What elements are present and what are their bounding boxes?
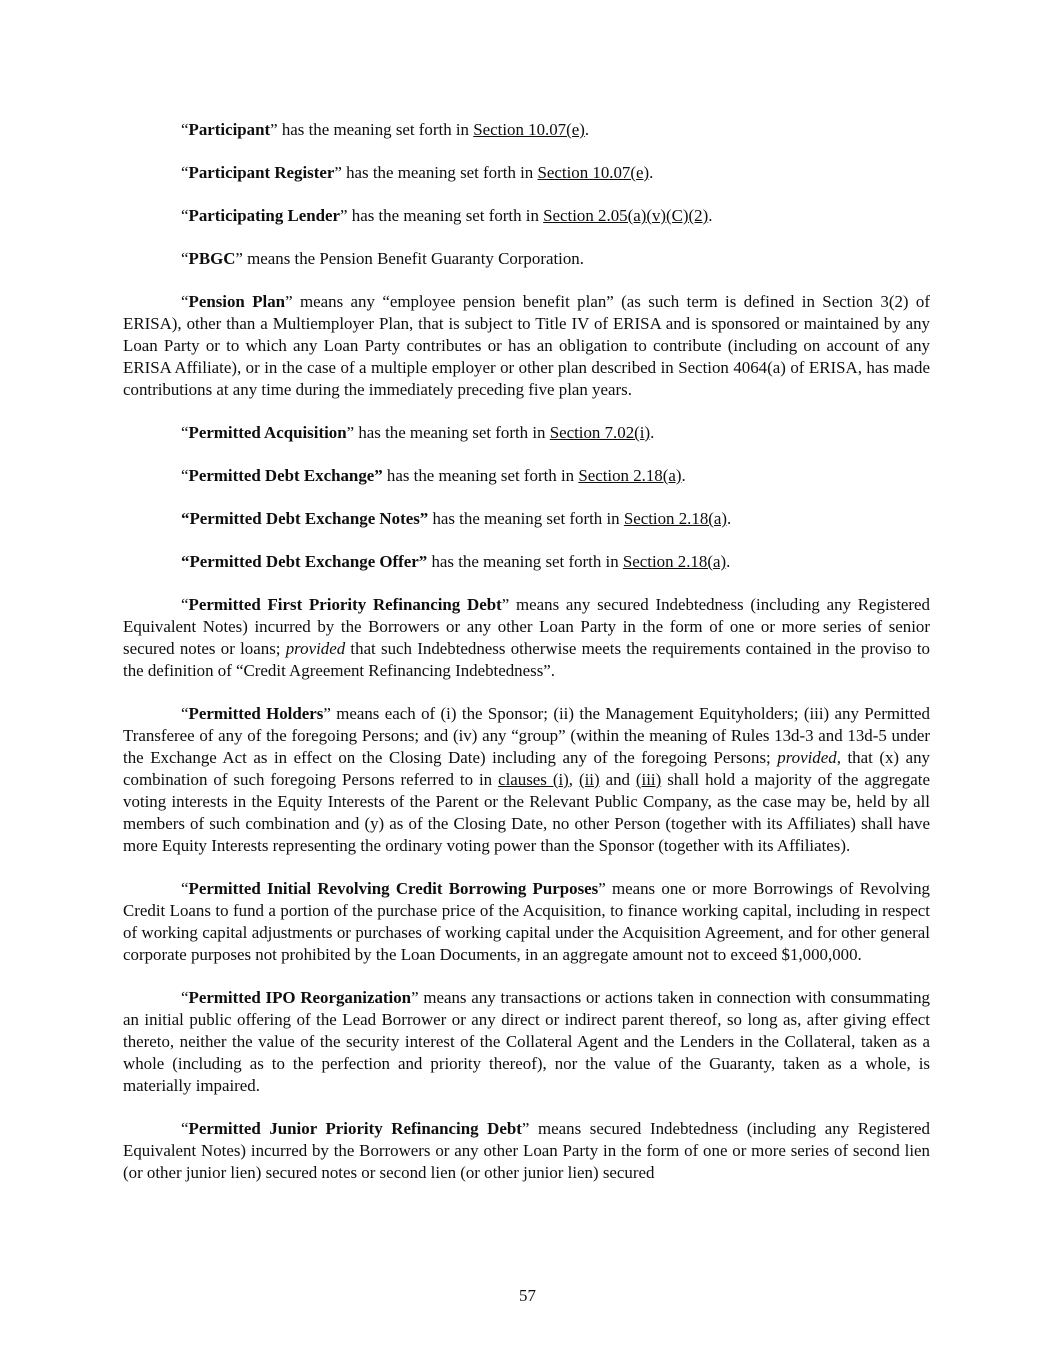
text-run: “ (181, 163, 189, 182)
text-run: . (650, 423, 655, 442)
defined-term: PBGC (188, 249, 236, 268)
paragraph (123, 551, 930, 573)
text-run: . (681, 466, 686, 485)
text-run: ” means one or more Borrowings of Revolving Credit Loans to fund a portion of the purchase price of the Acquisition, to finance working capital, including in respect of working capital adjustments or purchases of working capital under the Acquisition Agreement, and for other general corporate purposes not prohibited by the Loan Documents, in an aggregate amount not to exceed $1,000,000. (123, 879, 931, 964)
defined-term: Permitted First Priority Refinancing Debt (188, 595, 502, 614)
defined-term: Participant (188, 120, 271, 139)
paragraph (123, 1118, 930, 1184)
italic-term: provided (285, 639, 346, 658)
section-reference: Section 7.02(i) (549, 423, 651, 442)
paragraph (123, 119, 930, 141)
section-reference: (ii) (578, 770, 600, 789)
text-run: , (568, 770, 579, 789)
text-run: that such Indebtedness otherwise meets the requirements contained in the proviso to the definition of “Credit Agreement Refinancing Indebtedness”. (123, 639, 930, 680)
page-number: 57 (519, 1286, 536, 1305)
paragraph (123, 465, 930, 487)
text-run: ” means secured Indebtedness (including any Registered Equivalent Notes) incurred by the Borrowers or any other Loan Party in the form of one or more series of second lien (or other junior lien) secured notes or second lien (or other junior lien) secured (123, 1119, 930, 1182)
section-reference: clauses (i) (498, 770, 569, 789)
defined-term: Participant Register (188, 163, 335, 182)
text-run: “ (181, 249, 189, 268)
text-run: . (727, 509, 732, 528)
section-reference: (iii) (635, 770, 662, 789)
text-run: “ (181, 595, 189, 614)
paragraph (123, 422, 930, 444)
text-run: ” means the Pension Benefit Guaranty Corporation. (235, 249, 584, 268)
defined-term: “Permitted Debt Exchange Offer” (181, 552, 428, 571)
text-run: “ (181, 879, 189, 898)
text-run: shall hold a majority of the aggregate voting interests in the Equity Interests of the Parent or the Relevant Public Company, as the case may be, held by all members of such combination and (y) as of the Closing Date, no other Person (together with its Affiliates) shall have more Equity Interests representing the ordinary voting power than the Sponsor (together with its Affiliates). (123, 770, 930, 855)
text-run: . (726, 552, 731, 571)
section-reference: Section 2.05(a)(v)(C)(2) (543, 206, 709, 225)
defined-term: Permitted Junior Priority Refinancing Debt (188, 1119, 522, 1138)
text-run: . (584, 120, 590, 139)
text-run: “ (181, 1119, 189, 1138)
text-run: , that (x) any combination of such foregoing Persons referred to in (123, 748, 930, 789)
text-run: ” has the meaning set forth in (334, 163, 538, 182)
defined-term: Permitted Debt Exchange” (188, 466, 383, 485)
paragraph (123, 508, 930, 530)
text-run: “ (181, 423, 189, 442)
text-run: . (649, 163, 654, 182)
text-run: ” has the meaning set forth in (270, 120, 474, 139)
paragraph (123, 248, 930, 270)
text-run: “ (181, 206, 189, 225)
text-run: has the meaning set forth in (427, 552, 623, 571)
paragraph (123, 291, 930, 401)
section-reference: Section 10.07(e) (537, 163, 650, 182)
text-run: “ (181, 988, 189, 1007)
document-body (123, 119, 930, 1184)
text-run: ” means any secured Indebtedness (including any Registered Equivalent Notes) incurred by the Borrowers or any other Loan Party in the form of one or more series of senior secured notes or loans; (123, 595, 931, 658)
defined-term: Permitted Acquisition (188, 423, 347, 442)
section-reference: Section 10.07(e) (473, 120, 585, 139)
text-run: . (708, 206, 713, 225)
text-run: ” means each of (i) the Sponsor; (ii) the Management Equityholders; (iii) any Permitted Transferee of any of the foregoing Persons; and (iv) any “group” (within the meaning of Rules 13d-3 and 13d-5 under the Exchange Act as in effect on the Closing Date) including any of the foregoing Persons; (123, 704, 930, 767)
text-run: ” has the meaning set forth in (340, 206, 544, 225)
text-run: and (599, 770, 636, 789)
text-run: ” means any transactions or actions taken in connection with consummating an initial public offering of the Lead Borrower or any direct or indirect parent thereof, so long as, after giving effect thereto, neither the value of the security interest of the Collateral Agent and the Lenders in the Collateral, taken as a whole (including as to the perfection and priority thereof), nor the value of the Guaranty, taken as a whole, is materially impaired. (123, 988, 930, 1095)
defined-term: Participating Lender (188, 206, 341, 225)
italic-term: provided (777, 748, 837, 767)
paragraph (123, 594, 930, 682)
text-run: “ (181, 292, 189, 311)
defined-term: Permitted Initial Revolving Credit Borrowing Purposes (188, 879, 599, 898)
section-reference: Section 2.18(a) (578, 466, 682, 485)
section-reference: Section 2.18(a) (622, 552, 727, 571)
text-run: “ (181, 120, 189, 139)
section-reference: Section 2.18(a) (623, 509, 728, 528)
defined-term: Pension Plan (188, 292, 286, 311)
paragraph (123, 205, 930, 227)
paragraph (123, 162, 930, 184)
text-run: “ (181, 466, 189, 485)
text-run: has the meaning set forth in (428, 509, 624, 528)
text-run: has the meaning set forth in (382, 466, 579, 485)
defined-term: “Permitted Debt Exchange Notes” (181, 509, 429, 528)
paragraph (123, 703, 930, 857)
text-run: ” means any “employee pension benefit plan” (as such term is defined in Section 3(2) of ERISA), other than a Multiemployer Plan, that is subject to Title IV of ERISA and is sponsored or maintained by any Loan Party or to which any Loan Party contributes or has an obligation to contribute (including on account of any ERISA Affiliate), or in the case of a multiple employer or other plan described in Section 4064(a) of ERISA, has made contributions at any time during the immediately preceding five plan years. (123, 292, 930, 399)
text-run: ” has the meaning set forth in (346, 423, 550, 442)
defined-term: Permitted IPO Reorganization (188, 988, 412, 1007)
paragraph (123, 987, 930, 1097)
defined-term: Permitted Holders (188, 704, 324, 723)
text-run: “ (181, 704, 189, 723)
paragraph (123, 878, 930, 966)
